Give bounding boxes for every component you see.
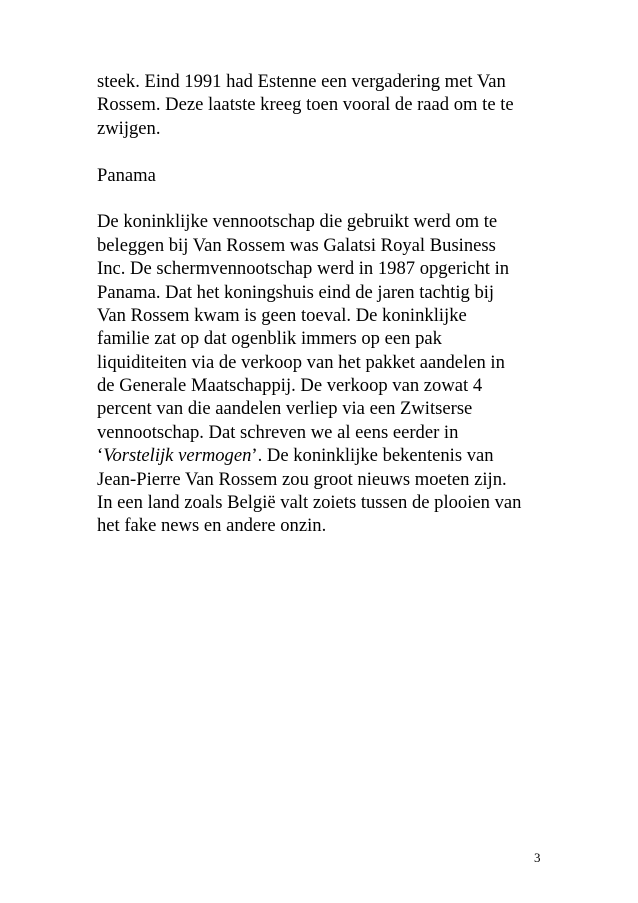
text-line: Van Rossem kwam is geen toeval. De koninklijke [97, 304, 467, 326]
text-line: Rossem. Deze laatste kreeg toen vooral de raad om te te [97, 94, 514, 116]
opening-quote: ‘ [97, 445, 104, 467]
line-continuation: ’. De koninklijke bekentenis van [251, 445, 494, 467]
text-line: de Generale Maatschappij. De verkoop van zowat 4 [97, 375, 483, 397]
text-line: beleggen bij Van Rossem was Galatsi Royal Business [97, 234, 496, 256]
paragraph-intro [97, 70, 557, 140]
text-line: De koninklijke vennootschap die gebruikt werd om te [97, 211, 498, 233]
text-line: Jean-Pierre Van Rossem zou groot nieuws moeten zijn. [97, 468, 507, 490]
text-line: liquiditeiten via de verkoop van het pakket aandelen in [97, 351, 505, 373]
text-line: Panama. Dat het koningshuis eind de jaren tachtig bij [97, 281, 495, 303]
text-line: percent van die aandelen verliep via een Zwitserse [97, 398, 473, 420]
text-line: Inc. De schermvennootschap werd in 1987 opgericht in [97, 258, 510, 280]
page-number: 3 [534, 850, 541, 865]
italic-book-title: Vorstelijk vermogen [103, 445, 252, 467]
heading-text: Panama [97, 164, 156, 186]
text-line: In een land zoals België valt zoiets tussen de plooien van [97, 492, 522, 514]
document-body [97, 70, 557, 561]
paragraph-panama [97, 210, 557, 537]
text-line: het fake news en andere onzin. [97, 515, 327, 537]
section-heading [97, 164, 557, 187]
text-line: vennootschap. Dat schreven we al eens eerder in [97, 421, 459, 443]
text-line: zwijgen. [97, 117, 161, 139]
text-line: steek. Eind 1991 had Estenne een vergadering met Van [97, 71, 506, 92]
text-line-with-title [97, 444, 557, 467]
text-line: familie zat op dat ogenblik immers op een pak [97, 328, 442, 350]
